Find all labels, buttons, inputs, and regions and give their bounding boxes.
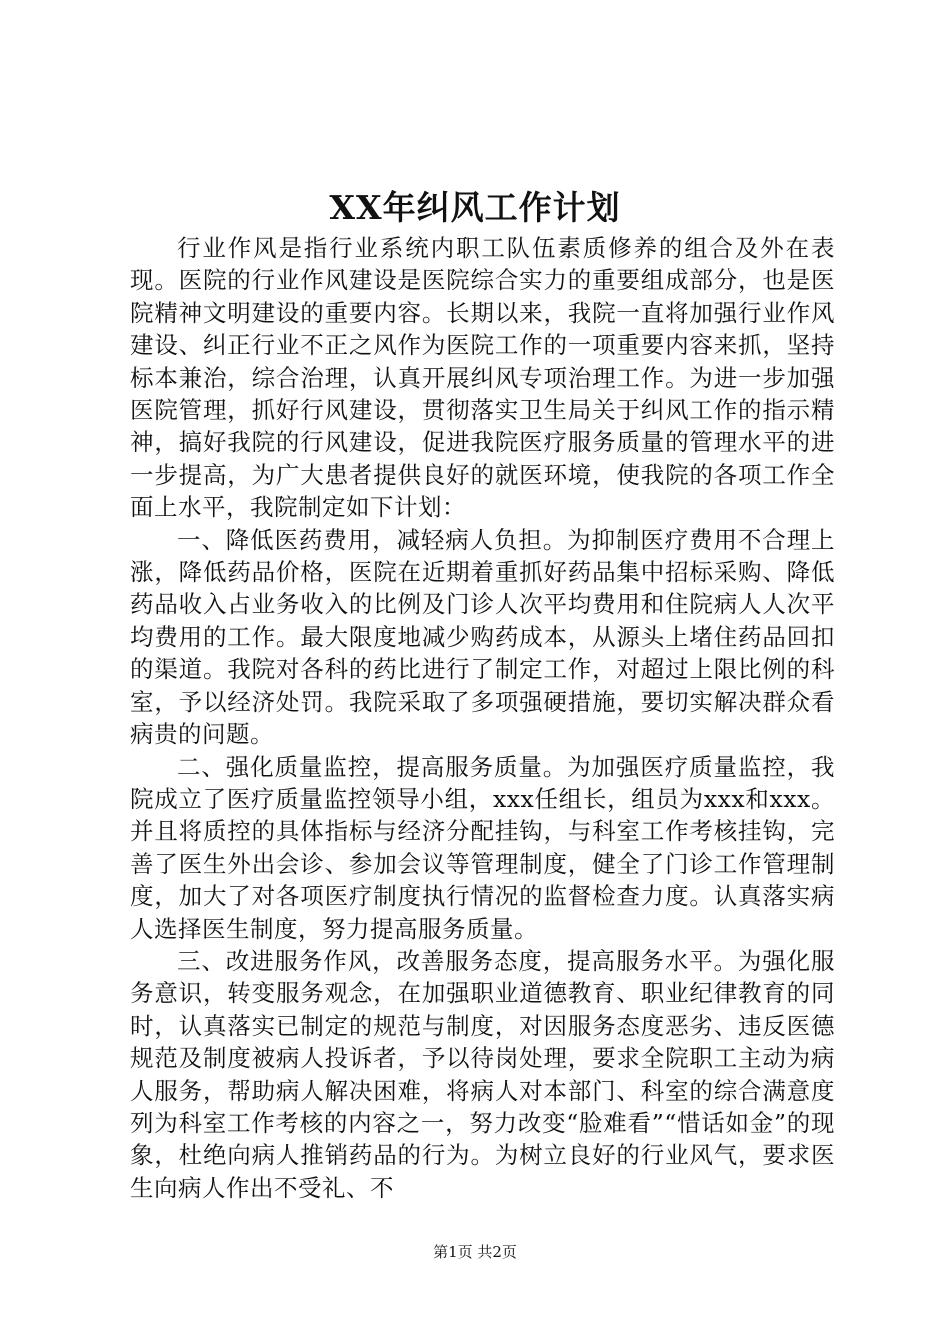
page-number-footer: 第1页 共2页 [433, 1243, 517, 1261]
document-body [130, 232, 835, 1204]
document-title: XX年纠风工作计划 [329, 188, 621, 227]
paragraph-intro: 行业作风是指行业系统内职工队伍素质修养的组合及外在表现。医院的行业作风建设是医院综合实力的重要组成部分，也是医院精神文明建设的重要内容。长期以来，我院一直将加强行业作风建设、纠正行业不正之风作为医院工作的一项重要内容来抓，坚持标本兼治，综合治理，认真开展纠风专项治理工作。为进一步加强医院管理，抓好行风建设，贯彻落实卫生局关于纠风工作的指示精神，搞好我院的行风建设，促进我院医疗服务质量的管理水平的进一步提高，为广大患者提供良好的就医环境，使我院的各项工作全面上水平，我院制定如下计划： [130, 234, 835, 522]
paragraph-section-1: 一、降低医药费用，减轻病人负担。为抑制医疗费用不合理上涨，降低药品价格，医院在近期着重抓好药品集中招标采购、降低药品收入占业务收入的比例及门诊人次平均费用和住院病人人次平均费用的工作。最大限度地减少购药成本，从源头上堵住药品回扣的渠道。我院对各科的药比进行了制定工作，对超过上限比例的科室，予以经济处罚。我院采取了多项强硬措施，要切实解决群众看病贵的问题。 [130, 525, 835, 749]
paragraph-section-2: 二、强化质量监控，提高服务质量。为加强医疗质量监控，我院成立了医疗质量监控领导小组，xxx任组长，组员为xxx和xxx。并且将质控的具体指标与经济分配挂钩，与科室工作考核挂钩，完善了医生外出会诊、参加会议等管理制度，健全了门诊工作管理制度，加大了对各项医疗制度执行情况的监督检查力度。认真落实病人选择医生制度，努力提高服务质量。 [130, 752, 835, 943]
paragraph-section-3: 三、改进服务作风，改善服务态度，提高服务水平。为强化服务意识，转变服务观念，在加强职业道德教育、职业纪律教育的同时，认真落实已制定的规范与制度，对因服务态度恶劣、违反医德规范及制度被病人投诉者，予以待岗处理，要求全院职工主动为病人服务，帮助病人解决困难，将病人对本部门、科室的综合满意度列为科室工作考核的内容之一，努力改变“脸难看”“惜话如金”的现象，杜绝向病人推销药品的行为。为树立良好的行业风气，要求医生向病人作出不受礼、不 [130, 946, 835, 1202]
